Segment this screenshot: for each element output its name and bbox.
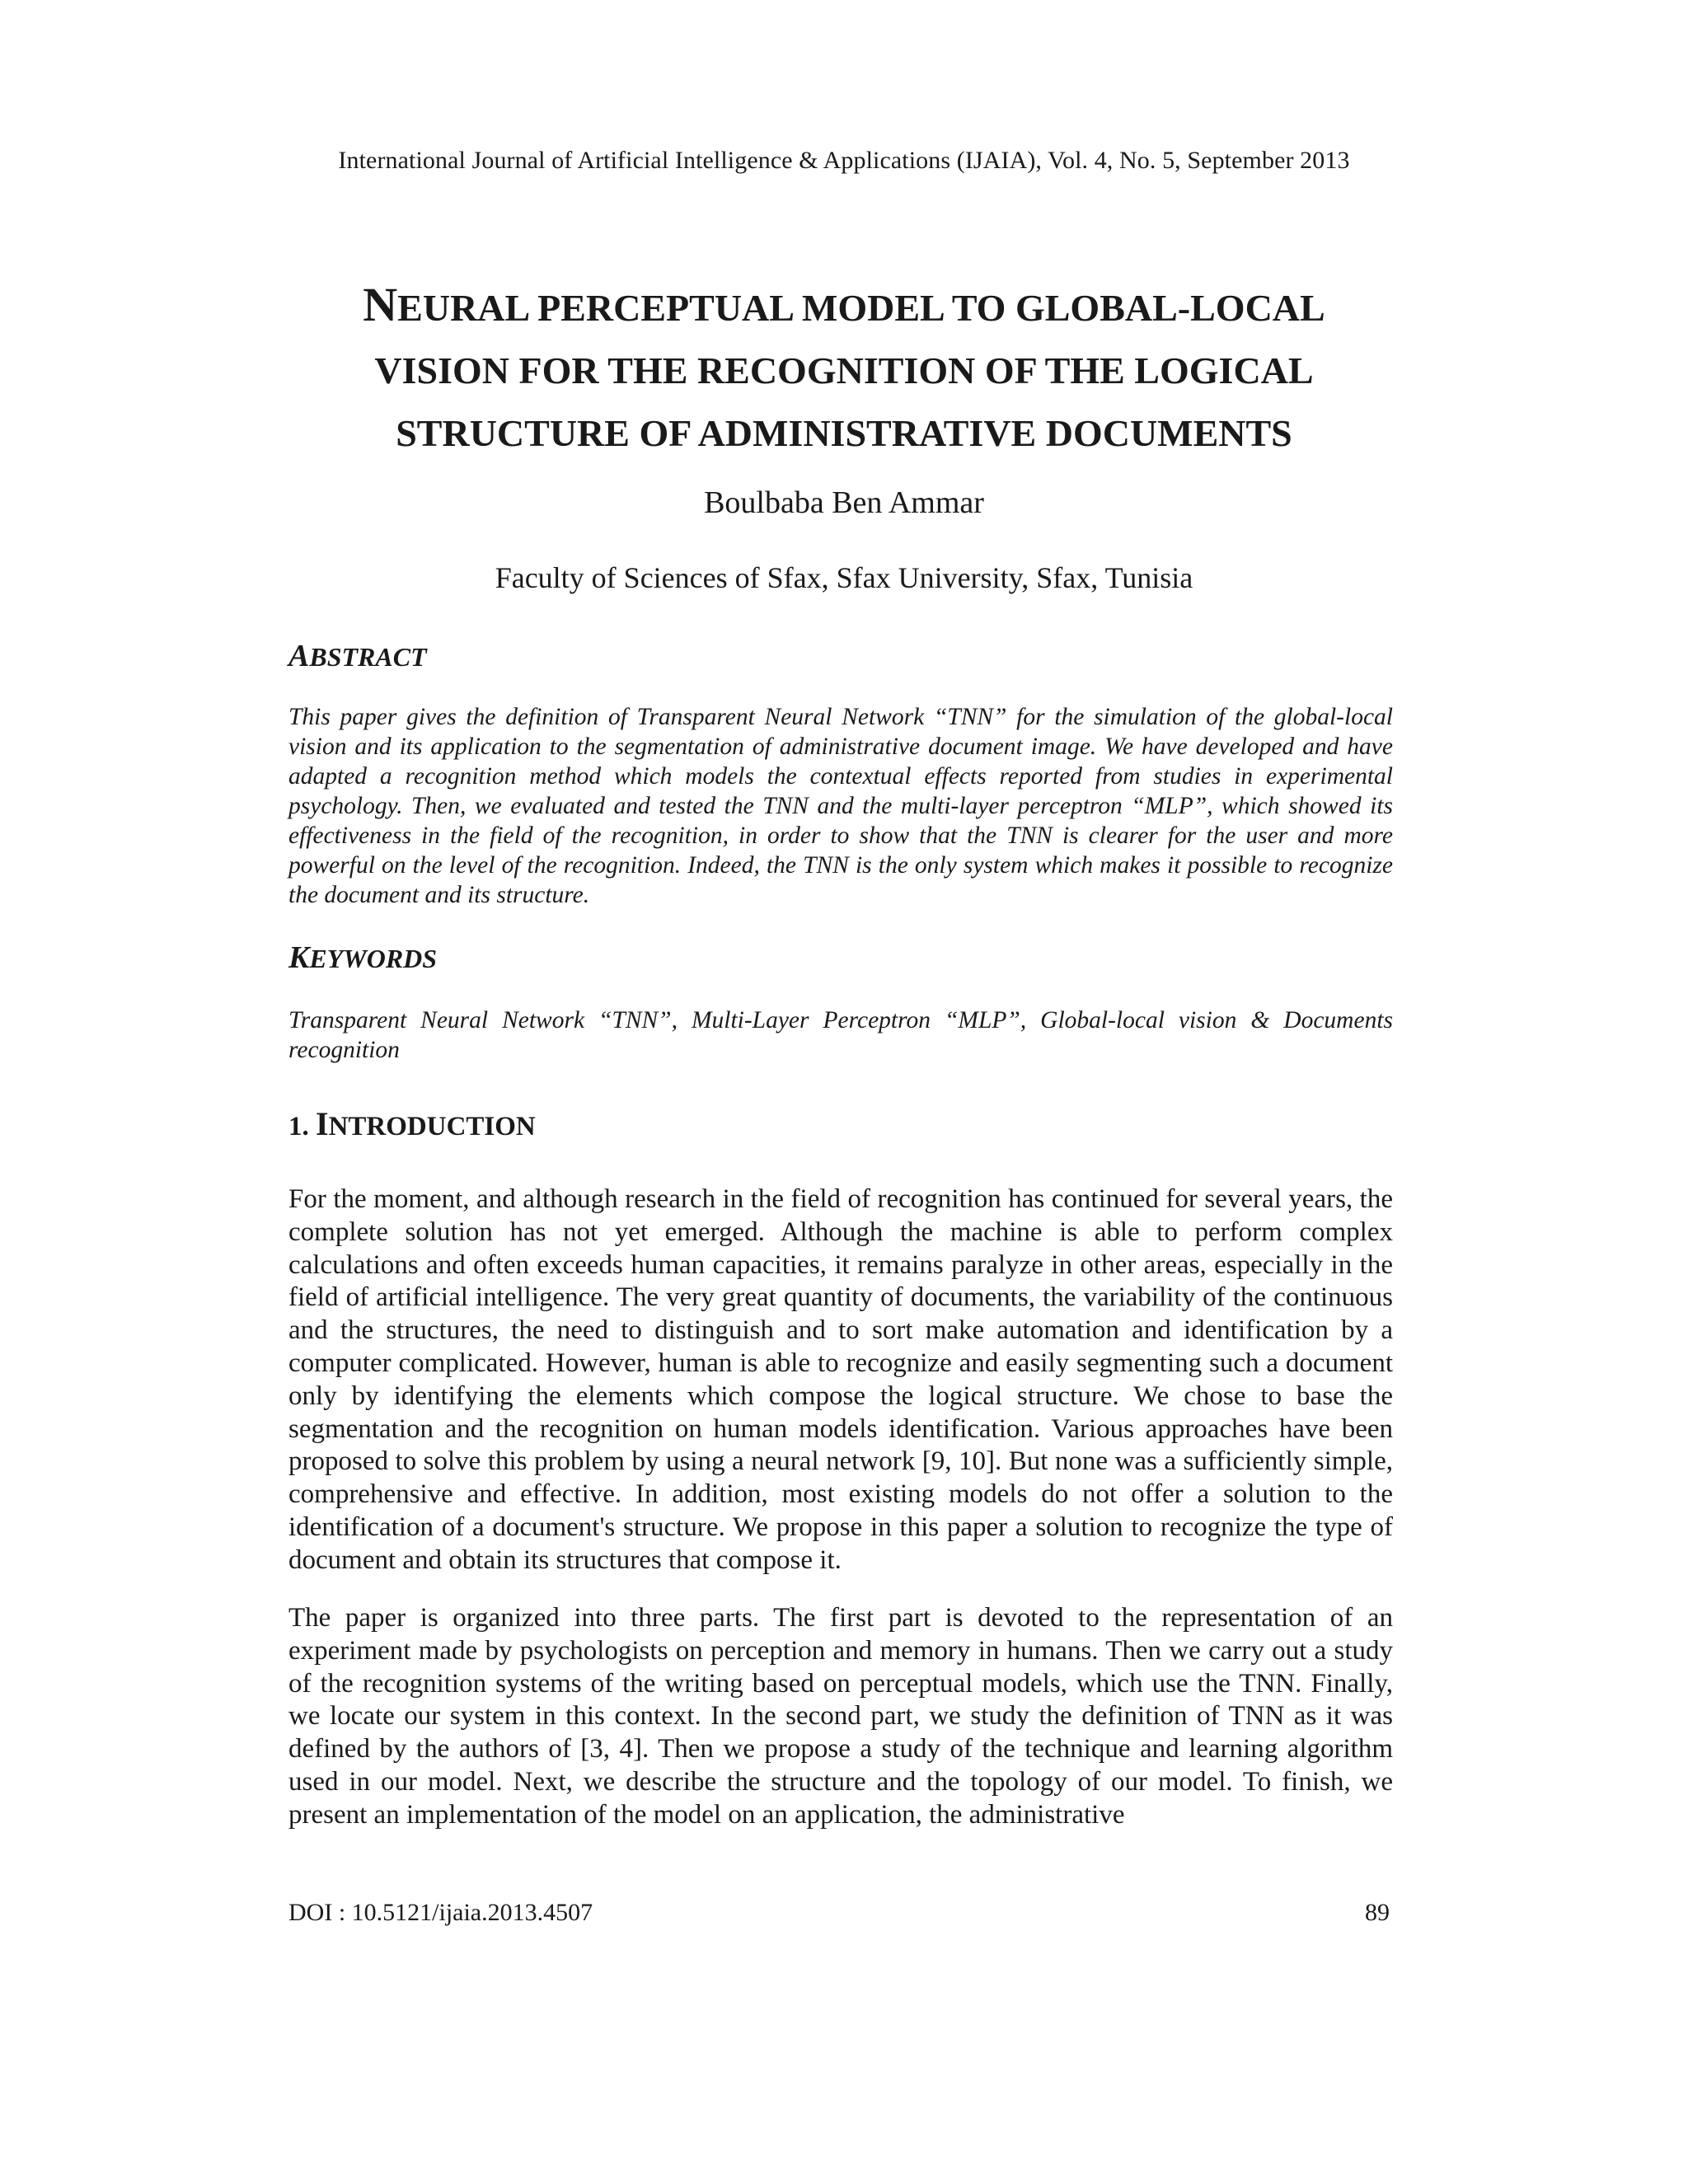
keywords-heading-initial: K [288,940,310,975]
keywords-heading-rest: EYWORDS [309,944,438,973]
abstract-text: This paper gives the definition of Transparent Neural Network “TNN” for the simulation of the global-local vision and its application to the segmentation of administrative document image. We have developed and have adapted a recognition method which models the contextual effects reported from studies in experimental psychology. Then, we evaluated and tested the TNN and the multi-layer perceptron “MLP”, which showed its effectiveness in the field of the recognition, in order to show that the TNN is clearer for the user and more powerful on the level of the recognition. Indeed, the TNN is the only system which makes it possible to recognize the document and its structure. [288,704,1393,908]
introduction-heading [288,1104,536,1143]
title-initial: N [363,278,398,331]
introduction-heading-initial: I [316,1105,329,1142]
introduction-paragraph-2: The paper is organized into three parts. The first part is devoted to the representation of an experiment made by psychologists on perception and memory in humans. Then we carry out a study of the recognition systems of the writing based on perceptual models, which use the TNN. Finally, we locate our system in this context. In the second part, we study the definition of TNN as it was defined by the authors of [3, 4]. Then we propose a study of the technique and learning algorithm used in our model. Next, we describe the structure and the topology of our model. To finish, we present an implementation of the model on an application, the administrative [288,1603,1393,1830]
keywords-text: Transparent Neural Network “TNN”, Multi-Layer Perceptron “MLP”, Global-local vision & Documents recognition [288,1007,1393,1063]
abstract-heading-initial: A [288,639,310,673]
footer-doi: DOI : 10.5121/ijaia.2013.4507 [288,1899,593,1926]
footer-page-number: 89 [1365,1899,1390,1926]
title-line-1 [206,274,1482,340]
author-name: Boulbaba Ben Ammar [704,485,984,520]
paper-title [206,274,1482,465]
introduction-paragraph-1: For the moment, and although research in the field of recognition has continued for several years, the complete solution has not yet emerged. Although the machine is able to perform complex calculations and often exceeds human capacities, it remains paralyze in other areas, especially in the field of artificial intelligence. The very great quantity of documents, the variability of the continuous and the structures, the need to distinguish and to sort make automation and identification by a computer complicated. However, human is able to recognize and easily segmenting such a document only by identifying the elements which compose the logical structure. We chose to base the segmentation and the recognition on human models identification. Various approaches have been proposed to solve this problem by using a neural network [9, 10]. But none was a sufficiently simple, comprehensive and effective. In addition, most existing models do not offer a solution to the identification of a document's structure. We propose in this paper a solution to recognize the type of document and obtain its structures that compose it. [288,1184,1393,1575]
keywords-heading [288,940,437,976]
introduction-heading-number: 1. [288,1112,316,1141]
introduction-heading-rest: NTRODUCTION [328,1112,536,1141]
abstract-heading-rest: BSTRACT [309,642,427,672]
title-line-3: STRUCTURE OF ADMINISTRATIVE DOCUMENTS [396,412,1292,454]
title-line-2: VISION FOR THE RECOGNITION OF THE LOGICAL [374,349,1314,391]
author-affiliation: Faculty of Sciences of Sfax, Sfax University, Sfax, Tunisia [495,561,1193,594]
title-line-1-rest: EURAL PERCEPTUAL MODEL TO GLOBAL-LOCAL [397,287,1325,329]
abstract-heading [288,638,427,674]
running-header: International Journal of Artificial Intelligence & Applications (IJAIA), Vol. 4, No. 5, September 2013 [338,147,1350,174]
